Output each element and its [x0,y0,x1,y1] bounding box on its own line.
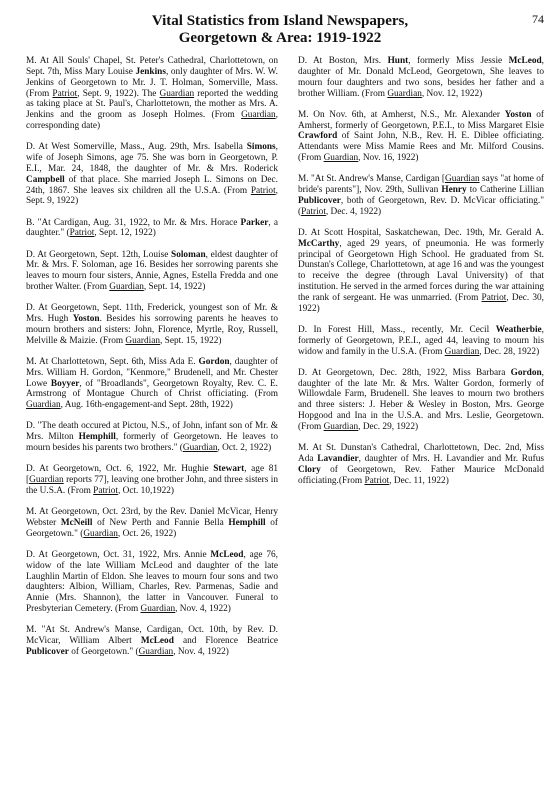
entry-text: , formerly of Georgetown. He leaves to mourn besides his parents two brothers." ( [26,432,279,454]
newspaper-source: Guardian [109,282,144,293]
record-entry [26,357,278,411]
surname: Yoston [72,314,100,325]
newspaper-source: Guardian [444,346,480,357]
entry-text: , daughter of the late Mr. & Mrs. Walter Gordon, formerly of Willowdale Farm, Brudenell. She leaves to mourn two brothers and three sisters: J. Heber & Wesley in Boston, Mrs. George Hopgood and Ina in the U.S.A. and Mrs. Leslie, Georgetown. (From [298,367,544,432]
page-header [0,12,560,47]
record-entry [26,421,278,454]
entry-text: D. At Georgetown, Oct. 31, 1922, Mrs. Annie [26,549,211,560]
entry-text: , Dec. 29, 1922) [358,421,419,432]
entry-text: M. "At St. Andrew's Manse, Cardigan, Oct. 10th, by Rev. D. McVicar, William Albert [26,625,278,647]
entry-text: of that place. She married Joseph L. Simons on Dec. 24th, 1867. She leaves six children all the U.S.A. (From [26,174,278,196]
surname: Clory [298,464,321,475]
entry-text: , Aug. 16th-engagement-and Sept. 28th, 1922) [60,400,233,411]
page-subtitle: Georgetown & Area: 1919-1922 [178,30,382,46]
newspaper-source: Guardian [159,88,195,99]
newspaper-source: Guardian [125,335,160,346]
surname: McCarthy [298,238,340,249]
surname: Simons [246,142,276,153]
newspaper-source: Patriot [52,88,78,99]
entry-text: , Dec. 11, 1922) [389,475,449,486]
surname: Jenkins [135,66,166,77]
entry-text: of Georgetown." ( [68,646,139,657]
right-column [298,56,544,497]
entry-text: , Dec. 28, 1922) [479,346,540,357]
record-entry [26,625,278,658]
record-entry [298,443,544,486]
surname: Yoston [504,109,532,120]
entry-text: , Sept. 9, 1922) [26,185,278,207]
entry-text: M. At All Souls' Chapel, St. Peter's Cathedral, Charlottetown, on Sept. 7th, Miss Mary Louise [26,56,278,77]
entry-text: D. In Forest Hill, Mass., recently, Mr. Cecil [298,324,496,335]
entry-text: , Nov. 4, 1922) [175,604,231,615]
entry-text: M. On Nov. 6th, at Amherst, N.S., Mr. Alexander [298,109,505,120]
record-entry [26,142,278,207]
entry-text: , Sept. 12, 1922) [94,228,156,239]
entry-text: of Amherst, formerly of Georgetown, P.E.I., to Miss Margaret Elsie [298,109,544,131]
entry-text: of Saint John, N.B., Rev. H. E. Diblee officiating. Attendants were Miss Mamie Rees and Mr. Milford Cousins. (From [298,131,544,164]
entry-text: , age 81 [ [26,464,278,486]
entry-text: , a daughter." ( [26,217,278,239]
entry-text: , only daughter of Mrs. W. W. Jenkins of Georgetown to Mr. J. T. Holman, Somerville, Mass. (From [26,66,278,99]
entry-text: , Nov. 12, 1922) [421,88,483,99]
surname: Gordon [510,367,542,378]
newspaper-source: Patriot [93,485,118,496]
entry-text: , Dec. 4, 1922) [325,206,382,217]
newspaper-source: Patriot [301,206,326,217]
entry-text: , of "Broadlands", Georgetown Royalty, Rev. C. E. Armstrong of Montague Church of Christ officiating. (From [26,378,279,400]
record-entry [26,218,278,240]
entry-text: , formerly Miss Jessie [408,56,509,66]
surname: Soloman [171,249,206,260]
record-entry [26,303,278,346]
entry-text: , aged 29 years, of pneumonia. He was formerly principal of Georgetown High School. He graduated from St. Dunstan's College, Charlottetown, at age 16 and was the youngest to receive the degree (through Laval University) of that institution. He served in the armed forces during the war attaining the rank of sergeant. He was unmarried. (From [298,238,544,303]
page-number: 74 [532,12,544,26]
entry-text: , Oct. 26, 1922) [117,528,177,539]
surname: Hunt [387,56,409,66]
entry-text: , wife of Joseph Simons, age 75. She was born in Georgetown, P. E.I., Mar. 24, 1848, the daughter of Mr. & Mrs. Roderick [26,142,278,174]
record-entry [26,464,278,497]
entry-text: M. At Georgetown, Oct. 23rd, by the Rev. Daniel McVicar, Henry Webster [26,507,278,528]
entry-text: . Besides his sorrowing parents he heaves to mourn brothers and sisters: John, Florence, Myrtle, Roy, Russell, Melville & Maizie. (From [26,314,278,346]
entry-text: , Sept. 14, 1922) [143,282,206,293]
entry-text: D. At Georgetown, Dec. 28th, 1922, Miss Barbara [298,367,511,378]
surname: Henry [441,185,467,196]
entry-text: D. At Boston, Mrs. [298,56,388,66]
entry-text: to Catherine Lillian [466,185,544,196]
entry-text: of New Perth and Fannie Bella [92,517,229,528]
entry-text: , Nov. 16, 1922) [358,153,419,164]
record-entry [26,507,278,540]
entry-text: , age 76, widow of the late William McLeod and daughter of the late Laughlin Martin of Eldon. She leaves to mourn four sons and two daughters: Albion, William, Charles, Rev. Parmenas, Sadie and Annie (Mrs. Shannon), the latter in Vancouver. Funeral to Presbyterian Cemetery. (From [26,549,279,615]
surname: Parker [240,217,269,228]
entry-text: , formerly of Georgetown, P.E.I., aged 44, leaving to mourn his widow and family in the U.S.A. (From [298,324,544,357]
newspaper-source: Patriot [250,185,276,196]
record-entry [26,250,278,293]
page-title: Vital Statistics from Island Newspapers, [151,13,409,29]
record-entry [26,56,278,132]
entry-text: , Sept. 15, 1922) [160,335,222,346]
entry-text: M. "At St. Andrew's Manse, Cardigan [ [298,174,445,185]
record-entry [298,228,544,315]
left-column [26,56,278,668]
entry-text: of Georgetown." ( [26,517,278,539]
surname: Stewart [213,464,245,475]
surname: Campbell [26,174,65,185]
surname: Weatherbie [495,324,542,335]
newspaper-source: Guardian [323,421,359,432]
newspaper-source: Guardian [26,400,61,411]
entry-text: , corresponding date) [26,110,278,132]
newspaper-source: Guardian [182,443,218,454]
newspaper-source: Guardian [387,88,422,99]
newspaper-source: Guardian [140,604,176,615]
entry-text: D. At West Somerville, Mass., Aug. 29th, Mrs. Isabella [26,142,247,153]
surname: Crawford [298,131,338,142]
surname: Publicover [26,646,69,657]
entry-text: and Florence Beatrice [173,636,278,647]
entry-text: , Dec. 30, 1922) [298,292,544,314]
entry-text: D. "The death occured at Pictou, N.S., of John, infant son of Mr. & Mrs. Milton [26,421,278,443]
entry-text: of Georgetown, Rev. Father Maurice McDonald officiating.(From [298,464,544,486]
surname: Hemphill [78,432,116,443]
entry-text: D. At Georgetown, Sept. 11th, Frederick, youngest son of Mr. & Mrs. Hugh [26,303,278,325]
newspaper-source: Guardian [138,646,174,657]
entry-text: , Nov. 4, 1922) [173,646,229,657]
entry-text: reports 77], leaving one brother John, and three sisters in the U.S.A. (From [26,475,278,496]
entry-text: , Oct. 2, 1922) [217,443,272,454]
record-entry [298,110,544,164]
record-entry [26,550,278,615]
entry-text: D. At Georgetown, Oct. 6, 1922, Mr. Hughie [26,464,214,475]
newspaper-source: Guardian [241,110,276,121]
surname: McLeod [140,636,174,647]
entry-text: , daughter of Mrs. William H. Gordon, "Kenmore," Brudenell, and Mr. Chester Lowe [26,356,278,389]
entry-text: , both of Georgetown, Rev. D. McVicar officiating." ( [298,195,544,217]
entry-text: , eldest daughter of Mr. & Mrs. F. Soloman, age 16. Besides her sorrowing parents she leaves to mourn four sisters, Annie, Agnes, Estella Fredda and one brother Walter. (From [26,249,278,293]
entry-text: , daughter of Mr. Donald McLeod, Georgetown, She leaves to mourn four daughters and two sons, besides her father and a brother William. (From [298,56,544,99]
newspaper-source: Guardian [323,153,359,164]
entry-text: D. At Georgetown, Sept. 12th, Louise [26,249,172,260]
surname: Publicover [298,195,341,206]
surname: McLeod [210,549,244,560]
surname: Boyyer [50,378,80,389]
entry-text: reported the wedding as taking place at St. Paul's, Charlottetown, the mother as Mrs. A. Jenkins and the groom as Joseph Holmes. (From [26,88,278,121]
entry-text: M. At Charlottetown, Sept. 6th, Miss Ada E. [26,356,199,367]
entry-text: , Oct. 10,1922) [117,485,174,496]
record-entry [298,325,544,358]
entry-text: B. "At Cardigan, Aug. 31, 1922, to Mr. & Mrs. Horace [26,217,241,228]
newspaper-source: Guardian [445,174,480,185]
entry-text: D. At Scott Hospital, Saskatchewan, Dec. 19th, Mr. Gerald A. [298,227,544,238]
newspaper-source: Patriot [481,292,507,303]
entry-text: , daughter of Mrs. H. Lavandier and Mr. Rufus [358,453,544,464]
record-entry [298,56,544,99]
newspaper-source: Patriot [364,475,390,486]
newspaper-source: Guardian [29,475,64,486]
newspaper-source: Patriot [69,228,95,239]
newspaper-source: Guardian [83,528,118,539]
surname: McLeod [508,56,542,66]
entry-text: M. At St. Dunstan's Cathedral, Charlottetown, Dec. 2nd, Miss Ada [298,443,544,464]
entry-text: , Sept. 9, 1922). The [77,88,160,99]
record-entry [298,368,544,433]
record-entry [298,174,544,217]
entry-text: says "at home of bride's parents"], Nov. 29th, Sullivan [298,174,544,196]
surname: McNeill [60,517,93,528]
surname: Lavandier [317,453,359,464]
surname: Gordon [198,356,230,367]
surname: Hemphill [228,517,266,528]
